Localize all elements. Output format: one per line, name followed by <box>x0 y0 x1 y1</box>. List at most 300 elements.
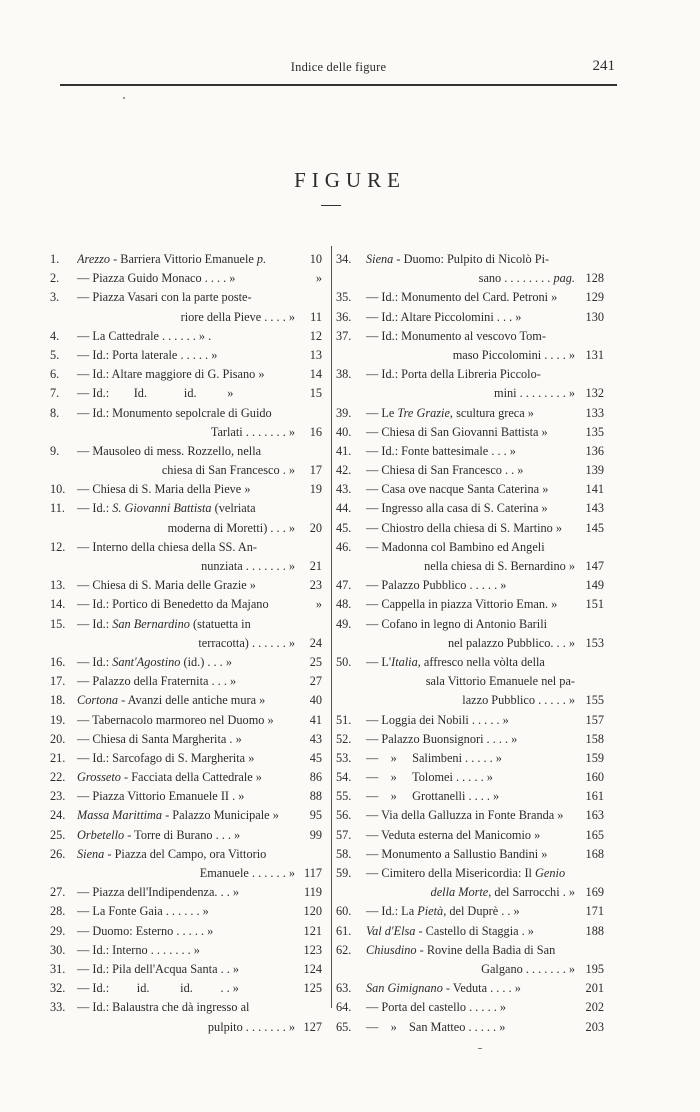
figure-caption: — Chiesa di S. Maria delle Grazie » <box>77 578 256 593</box>
figure-caption: — Cimitero della Misericordia: Il Genio <box>366 866 566 880</box>
figure-entry <box>336 404 604 423</box>
figure-number: 51. <box>336 712 352 727</box>
header-rule <box>60 84 617 86</box>
figure-page: 160 <box>585 770 604 785</box>
figure-entry <box>50 845 322 864</box>
figure-page: 21 <box>309 559 322 573</box>
figure-number: 48. <box>336 597 352 612</box>
figure-number: 18. <box>50 693 66 708</box>
figure-entry <box>336 557 604 576</box>
figure-caption: — Chiesa di S. Maria della Pieve » <box>77 482 251 497</box>
figure-number <box>336 384 366 403</box>
print-speck <box>123 97 125 99</box>
figure-number: 9. <box>50 443 60 458</box>
figure-caption: sano . . . . . . . . pag. <box>478 271 575 286</box>
column-divider <box>331 246 332 1008</box>
figure-entry <box>50 288 322 307</box>
figure-caption: Tarlati . . . . . . . » <box>210 424 295 439</box>
figure-caption: — Cappella in piazza Vittorio Eman. » <box>366 597 558 612</box>
figure-entry <box>336 327 604 346</box>
figure-number: 41. <box>336 443 352 458</box>
figure-entry <box>50 346 322 365</box>
figure-page: 127 <box>303 1019 322 1034</box>
figure-caption: — Id.: Interno . . . . . . . » <box>77 942 200 957</box>
figure-caption: — Id.: Sarcofago di S. Margherita » <box>77 750 255 765</box>
figure-entry <box>336 826 604 845</box>
figure-caption: Massa Marittima - Palazzo Municipale » <box>77 808 279 823</box>
figure-page <box>298 442 322 461</box>
figure-number: 12. <box>50 539 66 554</box>
figure-caption: della Morte, del Sarrocchi . » <box>430 885 575 900</box>
print-speck-bottom <box>478 1048 482 1049</box>
figure-entry <box>336 461 604 480</box>
figure-caption: — Piazza dell'Indipendenza. . . » <box>77 885 240 900</box>
figure-caption: — Piazza Vittorio Emanuele II . » <box>77 789 245 804</box>
figure-number: 8. <box>50 405 60 420</box>
figure-page: 151 <box>585 597 604 612</box>
figure-caption: — Id.: Altare maggiore di G. Pisano » <box>77 367 265 382</box>
figure-page: 136 <box>585 443 604 458</box>
figure-number: 55. <box>336 789 352 804</box>
figure-caption: — Le Tre Grazie, scultura greca » <box>366 405 534 420</box>
figure-entry <box>336 941 604 960</box>
figure-page <box>578 327 604 346</box>
figure-caption: chiesa di San Francesco . » <box>161 463 295 478</box>
figure-number <box>50 519 77 538</box>
figure-page: 157 <box>585 712 604 727</box>
figure-page: 141 <box>585 482 604 497</box>
figure-entry <box>50 653 322 672</box>
figure-entry <box>50 595 322 614</box>
figure-entry <box>50 864 322 883</box>
figure-number: 42. <box>336 463 352 478</box>
figure-caption: — Ingresso alla casa di S. Caterina » <box>366 501 548 516</box>
figure-caption: — Chiesa di San Giovanni Battista » <box>366 424 548 439</box>
figure-number: 29. <box>50 923 66 938</box>
figure-entry <box>336 845 604 864</box>
figure-number <box>50 1018 77 1037</box>
figure-number: 36. <box>336 309 352 324</box>
figure-caption: lazzo Pubblico . . . . . » <box>462 693 575 708</box>
figure-number <box>336 883 366 902</box>
figure-page: 120 <box>303 904 322 919</box>
figure-number: 31. <box>50 961 66 976</box>
figure-caption: — Id.: Monumento del Card. Petroni » <box>366 290 558 305</box>
figure-number: 62. <box>336 942 352 957</box>
figure-page: 41 <box>309 712 322 727</box>
page-number: 241 <box>592 58 615 74</box>
figure-caption: Emanuele . . . . . . » <box>199 866 295 880</box>
figure-entry <box>336 711 604 730</box>
figure-number: 10. <box>50 482 66 497</box>
figure-page: 161 <box>585 789 604 804</box>
figure-number: 11. <box>50 501 65 516</box>
figure-caption: — Id.: id. id. . . » <box>77 981 239 996</box>
figure-number: 14. <box>50 597 66 612</box>
figure-entry <box>336 250 604 269</box>
figure-entry <box>336 787 604 806</box>
figure-page: 15 <box>309 386 322 401</box>
figure-entry <box>336 922 604 941</box>
figure-page: 203 <box>585 1019 604 1034</box>
figure-page: 188 <box>585 923 604 938</box>
figure-entry <box>336 730 604 749</box>
figure-number <box>50 864 77 883</box>
figure-number: 65. <box>336 1019 352 1034</box>
figure-number: 57. <box>336 827 352 842</box>
figure-caption: Siena - Piazza del Campo, ora Vittorio <box>77 846 267 861</box>
figure-number: 39. <box>336 405 352 420</box>
figure-caption: — Id.: Monumento sepolcrale di Guido <box>77 405 272 420</box>
figure-entry <box>50 998 322 1017</box>
figure-entry <box>336 902 604 921</box>
figure-page: 99 <box>309 827 322 842</box>
figure-page: 11 <box>310 309 322 324</box>
figure-number: 50. <box>336 654 352 669</box>
figure-page: 129 <box>585 290 604 305</box>
figure-page: 201 <box>585 981 604 996</box>
figure-caption: — Duomo: Esterno . . . . . » <box>77 923 214 938</box>
figure-caption: — Mausoleo di mess. Rozzello, nella <box>77 443 262 458</box>
figure-page <box>298 615 322 634</box>
figure-entry <box>50 749 322 768</box>
figure-number: 63. <box>336 981 352 996</box>
figure-caption: mini . . . . . . . . » <box>494 386 575 401</box>
figure-number <box>336 269 366 288</box>
figure-entry <box>50 308 322 327</box>
figure-page: 135 <box>585 424 604 439</box>
figure-page: 45 <box>309 750 322 765</box>
figure-page: 86 <box>309 770 322 785</box>
figure-page <box>578 864 604 883</box>
figure-number <box>50 557 77 576</box>
figure-entry <box>50 672 322 691</box>
figure-page <box>578 615 604 634</box>
figure-page <box>298 499 322 518</box>
figure-caption: Grosseto - Facciata della Cattedrale » <box>77 770 262 785</box>
figure-number: 64. <box>336 1000 352 1015</box>
figure-entry <box>336 960 604 979</box>
figure-caption: nel palazzo Pubblico. . . » <box>447 635 575 650</box>
figure-number: 34. <box>336 252 352 266</box>
figure-entry <box>50 941 322 960</box>
figure-number: 25. <box>50 827 66 842</box>
figure-entry <box>50 711 322 730</box>
figure-page: 163 <box>585 808 604 823</box>
figure-page: 130 <box>585 309 604 324</box>
figure-number: 54. <box>336 770 352 785</box>
figure-page: 128 <box>585 271 604 286</box>
figure-caption: — Palazzo Pubblico . . . . . » <box>366 578 507 593</box>
figure-number <box>50 461 77 480</box>
figure-number: 13. <box>50 578 66 593</box>
figure-number: 24. <box>50 808 66 823</box>
figure-number: 16. <box>50 654 66 669</box>
figure-caption: — Id.: Monumento al vescovo Tom- <box>366 328 546 343</box>
figure-page: 25 <box>309 654 322 669</box>
figure-page: 158 <box>585 731 604 746</box>
figure-page: 88 <box>309 789 322 804</box>
figure-entry <box>50 384 322 403</box>
figure-caption: Orbetello - Torre di Burano . . . » <box>77 827 241 842</box>
figure-caption: — Monumento a Sallustio Bandini » <box>366 846 548 861</box>
figure-caption: — Loggia dei Nobili . . . . . » <box>366 712 509 727</box>
figure-page <box>298 538 322 557</box>
figure-number: 22. <box>50 770 66 785</box>
figure-caption: Val d'Elsa - Castello di Staggia . » <box>366 923 534 938</box>
figure-caption: — Id.: San Bernardino (statuetta in <box>77 616 251 631</box>
figure-caption: — Interno della chiesa della SS. An- <box>77 539 257 554</box>
figure-number: 1. <box>50 252 60 266</box>
figure-page: 19 <box>309 482 322 497</box>
figure-caption: — Via della Galluzza in Fonte Branda » <box>366 808 564 823</box>
figure-entry <box>50 480 322 499</box>
figure-page: 155 <box>585 693 604 708</box>
figure-entry <box>336 768 604 787</box>
figure-caption: terracotta) . . . . . . » <box>198 635 295 650</box>
figure-number: 58. <box>336 846 352 861</box>
figure-entry <box>50 576 322 595</box>
figure-number: 46. <box>336 539 352 554</box>
figure-page <box>578 653 604 672</box>
figure-caption: — Id.: Porta laterale . . . . . » <box>77 347 218 362</box>
figure-entry <box>336 519 604 538</box>
figure-caption: pulpito . . . . . . . » <box>207 1019 295 1034</box>
figure-caption: — Piazza Vasari con la parte poste- <box>77 290 252 305</box>
figure-number <box>336 557 366 576</box>
figure-number: 7. <box>50 386 60 401</box>
figure-caption: — Id.: La Pietà, del Duprè . . » <box>366 904 520 919</box>
figure-number: 60. <box>336 904 352 919</box>
figure-number: 61. <box>336 923 352 938</box>
figure-page: 124 <box>303 961 322 976</box>
figure-number <box>336 691 366 710</box>
figure-page: 153 <box>585 635 604 650</box>
figure-entry <box>336 653 604 672</box>
figure-number: 19. <box>50 712 66 727</box>
figure-entry <box>50 768 322 787</box>
figure-entry <box>50 538 322 557</box>
figure-page: 27 <box>309 674 322 689</box>
figure-number: 33. <box>50 1000 66 1015</box>
figure-caption: — Id.: Id. id. » <box>77 386 234 401</box>
figure-caption: — L'Italia, affresco nella vòlta della <box>366 654 545 669</box>
figure-caption: — La Fonte Gaia . . . . . . » <box>77 904 209 919</box>
figure-entry <box>336 346 604 365</box>
figure-page <box>298 845 322 864</box>
figure-number <box>50 308 77 327</box>
figure-entry <box>50 615 322 634</box>
figure-page <box>578 365 604 384</box>
figure-entry <box>336 672 604 691</box>
figure-caption: — Porta del castello . . . . . » <box>366 1000 507 1015</box>
figure-page: 131 <box>585 347 604 362</box>
figure-number: 26. <box>50 846 66 861</box>
figure-entry <box>50 883 322 902</box>
figure-caption: — Id.: Pila dell'Acqua Santa . . » <box>77 961 240 976</box>
figure-page: 119 <box>304 885 322 900</box>
figure-caption: — Chiesa di Santa Margherita . » <box>77 731 242 746</box>
figure-number <box>336 634 366 653</box>
figure-entry <box>50 806 322 825</box>
figure-entry <box>50 269 322 288</box>
figure-page: 12 <box>309 328 322 343</box>
figure-page: » <box>315 271 322 286</box>
figure-number: 37. <box>336 328 352 343</box>
figure-page: 13 <box>309 347 322 362</box>
figure-number: 15. <box>50 616 66 631</box>
figure-page: 16 <box>309 424 322 439</box>
figure-entry <box>336 864 604 883</box>
figure-caption: Siena - Duomo: Pulpito di Nicolò Pi- <box>366 252 550 266</box>
figure-entry <box>50 442 322 461</box>
figure-number: 59. <box>336 866 352 880</box>
figure-entry <box>50 499 322 518</box>
figure-number: 45. <box>336 520 352 535</box>
figure-entry <box>336 806 604 825</box>
figure-number: 40. <box>336 424 352 439</box>
figure-page: 195 <box>585 961 604 976</box>
figure-number <box>336 960 366 979</box>
figure-page: 10 <box>309 252 322 266</box>
figure-number: 43. <box>336 482 352 497</box>
figure-entry <box>336 269 604 288</box>
figure-number: 38. <box>336 367 352 382</box>
figure-caption: — Cofano in legno di Antonio Barili <box>366 616 548 631</box>
figure-entry <box>336 538 604 557</box>
figure-caption: nella chiesa di S. Bernardino » <box>424 559 575 573</box>
figure-number: 4. <box>50 328 60 343</box>
figure-entry <box>50 404 322 423</box>
figure-caption: — Madonna col Bambino ed Angeli <box>366 539 545 554</box>
figure-entry <box>336 365 604 384</box>
figure-number: 56. <box>336 808 352 823</box>
figure-page: 43 <box>309 731 322 746</box>
running-title: Indice delle figure <box>290 60 387 74</box>
figure-entry <box>50 365 322 384</box>
figure-page <box>578 538 604 557</box>
figure-entry <box>336 423 604 442</box>
figure-page: 117 <box>304 866 322 880</box>
figure-entry <box>336 615 604 634</box>
figure-number: 53. <box>336 750 352 765</box>
figure-page: 20 <box>309 520 322 535</box>
figure-page <box>578 250 604 269</box>
figure-page: 147 <box>585 559 604 573</box>
figure-page: 23 <box>309 578 322 593</box>
figure-caption: moderna di Moretti) . . . » <box>167 520 295 535</box>
figure-entry <box>336 1018 604 1037</box>
figure-caption: — Veduta esterna del Manicomio » <box>366 827 541 842</box>
figure-page: 125 <box>303 981 322 996</box>
figure-page: 145 <box>585 520 604 535</box>
figure-entry <box>50 1018 322 1037</box>
figure-caption: — Id.: Sant'Agostino (id.) . . . » <box>77 654 232 669</box>
figure-entry <box>50 634 322 653</box>
figure-entry <box>50 902 322 921</box>
figure-caption: Galgano . . . . . . . » <box>481 961 575 976</box>
figure-entry <box>50 787 322 806</box>
figure-entry <box>50 979 322 998</box>
figure-list-left <box>50 250 322 1037</box>
figure-number: 27. <box>50 885 66 900</box>
figure-page: 24 <box>309 635 322 650</box>
figure-caption: — » San Matteo . . . . . » <box>366 1019 506 1034</box>
figure-entry <box>336 480 604 499</box>
figure-entry <box>50 826 322 845</box>
figure-caption: — La Cattedrale . . . . . . » . <box>77 328 212 343</box>
figure-entry <box>50 691 322 710</box>
figure-entry <box>336 308 604 327</box>
figure-caption: — Casa ove nacque Santa Caterina » <box>366 482 549 497</box>
figure-number <box>50 634 77 653</box>
figure-caption: San Gimignano - Veduta . . . . » <box>366 981 521 996</box>
figure-entry <box>50 250 322 269</box>
figure-page: 121 <box>303 923 322 938</box>
figure-page: 159 <box>585 750 604 765</box>
figure-entry <box>50 960 322 979</box>
figure-caption: nunziata . . . . . . . » <box>201 559 295 573</box>
figure-page <box>298 288 322 307</box>
figure-page: 169 <box>585 885 604 900</box>
figure-number: 44. <box>336 501 352 516</box>
figure-number: 3. <box>50 290 60 305</box>
figure-caption: — Chiostro della chiesa di S. Martino » <box>366 520 563 535</box>
figure-list-right <box>336 250 604 1037</box>
figure-entry <box>336 499 604 518</box>
title-dash <box>321 205 341 206</box>
figure-number: 32. <box>50 981 66 996</box>
figure-caption: — Chiesa di San Francesco . . » <box>366 463 524 478</box>
figure-page: » <box>315 597 322 612</box>
figure-entry <box>50 922 322 941</box>
figure-number: 28. <box>50 904 66 919</box>
figure-page: 132 <box>585 386 604 401</box>
figure-page: 17 <box>309 463 322 478</box>
figure-page <box>298 998 322 1017</box>
figure-entry <box>50 327 322 346</box>
figure-page <box>578 672 604 691</box>
figure-entry <box>336 979 604 998</box>
figure-entry <box>50 461 322 480</box>
figure-number: 23. <box>50 789 66 804</box>
figure-number: 35. <box>336 290 352 305</box>
section-title: FIGURE <box>294 168 406 192</box>
figure-caption: — Id.: S. Giovanni Battista (velriata <box>77 501 256 516</box>
figure-entry <box>336 442 604 461</box>
figure-number: 49. <box>336 616 352 631</box>
figure-number: 20. <box>50 731 66 746</box>
figure-page: 165 <box>585 827 604 842</box>
figure-entry <box>50 730 322 749</box>
figure-entry <box>336 883 604 902</box>
figure-caption: — » Grottanelli . . . . » <box>366 789 500 804</box>
figure-page: 171 <box>585 904 604 919</box>
figure-number: 47. <box>336 578 352 593</box>
figure-page: 168 <box>585 846 604 861</box>
figure-caption: — » Tolomei . . . . . » <box>366 770 493 785</box>
figure-page: 149 <box>585 578 604 593</box>
figure-caption: — Id.: Porta della Libreria Piccolo- <box>366 367 541 382</box>
figure-number: 17. <box>50 674 66 689</box>
figure-entry <box>336 691 604 710</box>
figure-entry <box>336 288 604 307</box>
figure-entry <box>50 557 322 576</box>
figure-caption: Arezzo - Barriera Vittorio Emanuele p. <box>77 252 267 266</box>
figure-caption: Chiusdino - Rovine della Badia di San <box>366 942 556 957</box>
figure-page: 123 <box>303 942 322 957</box>
figure-page: 40 <box>309 693 322 708</box>
